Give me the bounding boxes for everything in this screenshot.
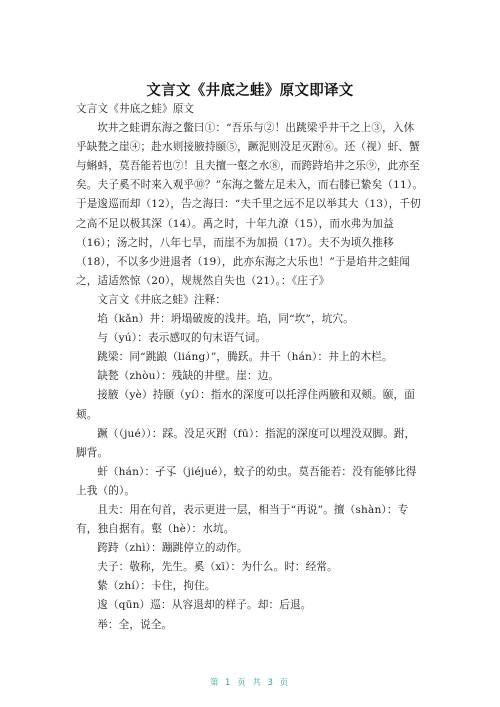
paragraph: 缺甃（zhòu）：残缺的井壁。崖：边。 (97, 370, 280, 383)
paragraph: 且夫：用在句首，表示更进一层，相当于“再说”。擅（shàn）：专有，独自据有。壑（hè）：水坑。 (76, 503, 409, 536)
section-heading: 文言文《井底之蛙》原文 (76, 103, 195, 115)
paragraph: 文言文《井底之蛙》注释： (97, 293, 227, 306)
paragraph: 坎井之蛙谓东海之鳖曰①：“吾乐与②！出跳梁乎井干之上③，入休乎缺甃之崖④；赴水则接腋持颐⑤，蹶泥则没足灭跗⑥。还（视）虷、蟹与蝌蚪，莫吾能若也⑦！且夫擅一壑之水⑧，而跨跱埳井之乐⑨，此亦至矣。夫子奚不时来入观乎⑩？”东海之鳖左足未入，而右膝已絷矣（11）。于是逡巡而却（12），告之海曰：“夫千里之远不足以举其大（13），千仞之高不足以极其深（14）。禹之时，十年九潦（15），而水弗为加益（16）；汤之时，八年七旱，而崖不为加损（17）。夫不为顷久推移（18），不以多少进退者（19），此亦东海之大乐也！”于是埳井之蛙闻之，适适然惊（20），规规然自失也（21）。：《庄子》 (76, 122, 424, 287)
paragraph: 虷（hán）：孑孓（jiéjué），蚊子的幼虫。莫吾能若：没有能够比得上我（的）。 (76, 465, 417, 497)
paragraph: 跨跱（zhì）：蹦跳停立的动作。 (97, 542, 248, 555)
paragraph: 跳梁：同“跳踉（liáng）”，腾跃。井干（hán）：井上的木栏。 (97, 351, 393, 364)
paragraph: 举：全，说全。 (97, 618, 173, 631)
paragraph: 逡（qūn）巡：从容退却的样子。却：后退。 (97, 599, 312, 612)
document-body (76, 100, 424, 635)
page-footer: 第 1 页 共 3 页 (209, 678, 291, 688)
paragraph: 蹶（（jué））：踩。没足灭跗（fū）：指泥的深度可以埋没双脚。跗，脚背。 (76, 427, 416, 459)
paragraph: 夫子：敬称，先生。奚（xī）：为什么。时：经常。 (97, 561, 338, 574)
document-title: 文言文《井底之蛙》原文即译文 (146, 83, 354, 99)
paragraph: 埳（kǎn）井：坍塌破废的浅井。埳，同“坎”，坑穴。 (97, 313, 354, 326)
paragraph: 絷（zhí）：卡住，拘住。 (97, 580, 216, 593)
paragraph: 与（yú）：表示感叹的句末语气词。 (97, 332, 267, 345)
paragraph: 接腋（yè）持颐（yí）：指水的深度可以托浮住两腋和双颊。颐，面颊。 (76, 389, 415, 421)
